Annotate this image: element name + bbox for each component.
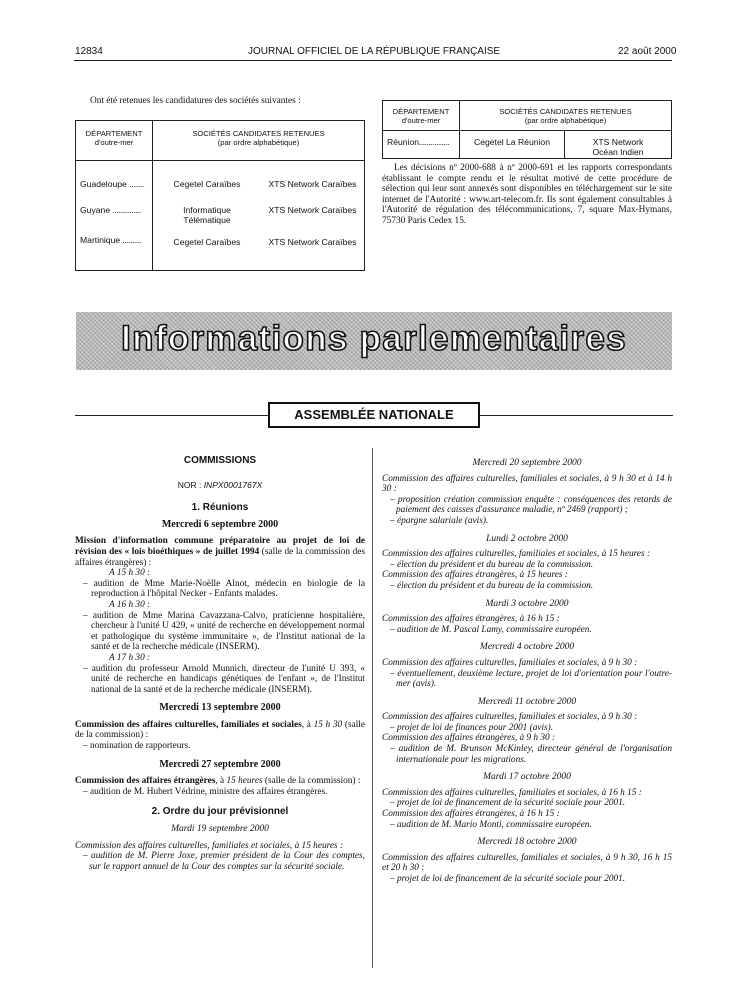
day-heading: Mercredi 6 septembre 2000 [161,518,279,530]
decisions-paragraph: Les décisions nº 2000-688 à nº 2000-691 et les rapports correspondants établissant le compte rendu et le résultat motivé de cette procédure de sélection qui leur sont annexés sont disponibles en téléchargement sur le site internet de l'Autorité : www.art-telecom.fr. Ils sont également consultables à l'Autorité de régulation des télécommunications, 7, square Max-Hymans, 75730 Paris Cedex 15. [382,163,672,226]
list-item: – audition de M. Mario Monti, commissaire européen. [390,819,592,830]
intro-text: Ont été retenues les candidatures des sociétés suivantes : [90,96,301,106]
list-item: – audition de M. Pascal Lamy, commissaire européen. [390,624,592,635]
commissions-heading: COMMISSIONS [183,455,257,466]
table-header-societes: SOCIÉTÉS CANDIDATES RETENUES (par ordre alphabétique) [153,121,365,161]
day-heading: Mercredi 11 octobre 2000 [477,696,577,707]
commission-paragraph: Commission des affaires culturelles, familiales et sociales, à 15 heures : [382,549,651,560]
table-cell: XTS Network Caraïbes [268,237,357,247]
day-heading: Lundi 2 octobre 2000 [486,533,568,544]
table-cell: Télématique [183,215,231,225]
day-heading: Mardi 19 septembre 2000 [171,824,269,835]
table-cell: Cegetel Caraïbes [173,179,241,189]
day-heading: Mercredi 20 septembre 2000 [472,458,582,468]
list-item: – audition de M. Hubert Védrine, ministre des affaires étrangères. [83,786,328,797]
commission-paragraph: Commission des affaires culturelles, familiales et sociales, à 9 h 30 et à 14 h 30 : [382,473,672,495]
issue-date: 22 août 2000 [618,46,677,57]
page-number: 12834 [75,46,103,57]
divider [480,415,673,416]
banner-title: Informations parlementaires [121,319,627,358]
day-heading: Mardi 17 octobre 2000 [483,772,571,783]
commission-paragraph: Commission des affaires étrangères, à 15 heures (salle de la commission) : [75,776,361,787]
list-item: – audition de M. Pierre Joxe, premier président de la Cour des comptes, sur le rapport annuel de la Cour des comptes sur la sécurité sociale. [83,851,365,872]
list-item: – projet de loi de finances pour 2001 (avis). [390,722,554,733]
list-item: – élection du président et du bureau de la commission. [390,559,594,570]
header-rule [74,60,672,61]
commission-paragraph: Commission des affaires culturelles, familiales et sociales, à 15 heures : [75,840,344,851]
commission-paragraph: Commission des affaires culturelles, familiales et sociales, à 9 h 30 : [382,657,638,668]
list-item: – projet de loi de financement de la sécurité sociale pour 2001. [390,874,626,884]
list-item: – éventuellement, deuxième lecture, projet de loi d'orientation pour l'outre-mer (avis). [390,668,672,690]
table-row: Martinique .......... [80,235,142,245]
left-column [75,456,365,872]
nor-reference: NOR : INPX0001767X [177,479,263,490]
time-label: A 15 h 30 : [109,568,151,579]
table-cell: Cegetel Caraïbes [173,237,241,247]
table-cell: Cegetel La Réunion [460,131,565,159]
heading-ordre-du-jour: 2. Ordre du jour prévisionnel [151,806,289,818]
heading-reunions: 1. Réunions [191,502,249,514]
commission-paragraph: Commission des affaires culturelles, familiales et sociales, à 9 h 30, 16 h 15 et 20 h 30 : [382,852,672,874]
commission-paragraph: Commission des affaires culturelles, familiales et sociales, à 15 h 30 (salle de la commission) : [75,719,366,741]
list-item: – épargne salariale (avis). [390,515,489,526]
table-row: Réunion................ [383,131,460,159]
candidates-table-left [75,120,365,271]
section-title: ASSEMBLÉE NATIONALE [268,402,480,428]
mission-paragraph: Mission d'information commune préparatoire au projet de loi de révision des « lois bioéthiques » de juillet 1994 (salle de la commission des affaires étrangères) : [75,536,365,568]
table-header-dept: DÉPARTEMENT d'outre-mer [383,101,460,131]
table-cell: XTS Network Caraïbes [268,205,357,215]
day-heading: Mercredi 18 octobre 2000 [477,837,577,848]
table-cell: XTS Network Caraïbes [268,179,357,189]
table-row: Guadeloupe ........ [80,179,145,189]
table-cell: Informatique [183,205,231,215]
day-heading: Mercredi 27 septembre 2000 [159,758,281,770]
candidates-table-right [382,100,672,159]
time-label: A 17 h 30 : [109,652,151,663]
day-heading: Mercredi 13 septembre 2000 [159,702,281,714]
list-item: – audition de Mme Marina Cavazzana-Calvo, praticienne hospitalière, chercheur à l'unité U 429, « unité de recherche en développement normal et pathologique du système immunitaire », de l'Institut national de la santé et de la recherche médicale (INSERM). [83,610,365,653]
list-item: – audition du professeur Arnold Munnich, directeur de l'unité U 393, « unité de recherche en handicaps génétiques de l'enfant », de l'Institut national de la santé et de la recherche médicale (INSERM). [83,663,365,695]
commission-paragraph: Commission des affaires étrangères, à 15 heures : [382,570,568,581]
list-item: – nomination de rapporteurs. [83,741,191,752]
right-column [382,458,672,885]
table-row: Guyane ............... [80,205,141,215]
day-heading: Mercredi 4 octobre 2000 [479,642,575,653]
list-item: – audition de M. Brunson McKinley, directeur général de l'organisation internationale pour les migrations. [390,744,672,765]
list-item: – audition de Mme Marie-Noëlle Alnot, médecin en biologie de la reproduction à l'hôpital Necker - Enfants malades. [83,578,365,600]
table-header-societes: SOCIÉTÉS CANDIDATES RETENUES (par ordre alphabétique) [460,101,672,131]
table-cell: XTS Network Océan Indien [565,131,672,159]
column-divider [372,448,373,968]
journal-title: JOURNAL OFFICIEL DE LA RÉPUBLIQUE FRANÇAISE [248,46,501,57]
list-item: – élection du président et du bureau de la commission. [390,580,594,591]
commission-paragraph: Commission des affaires étrangères, à 16 h 15 : [382,614,560,625]
commission-paragraph: Commission des affaires culturelles, familiales et sociales, à 9 h 30 : [382,712,638,723]
time-label: A 16 h 30 : [109,599,151,610]
section-banner [76,312,672,370]
divider [75,415,268,416]
commission-paragraph: Commission des affaires étrangères, à 16 h 15 : [382,809,560,820]
commission-paragraph: Commission des affaires culturelles, familiales et sociales, à 16 h 15 : [382,787,642,798]
commission-paragraph: Commission des affaires étrangères, à 9 h 30 : [382,733,556,744]
list-item: – projet de loi de financement de la sécurité sociale pour 2001. [390,798,626,809]
day-heading: Mardi 3 octobre 2000 [485,598,569,609]
table-header-dept: DÉPARTEMENT d'outre-mer [76,121,153,161]
list-item: – proposition création commission enquête : conséquences des retards de paiement des caisses d'assurance maladie, nº 2469 (rapport) ; [390,494,672,516]
